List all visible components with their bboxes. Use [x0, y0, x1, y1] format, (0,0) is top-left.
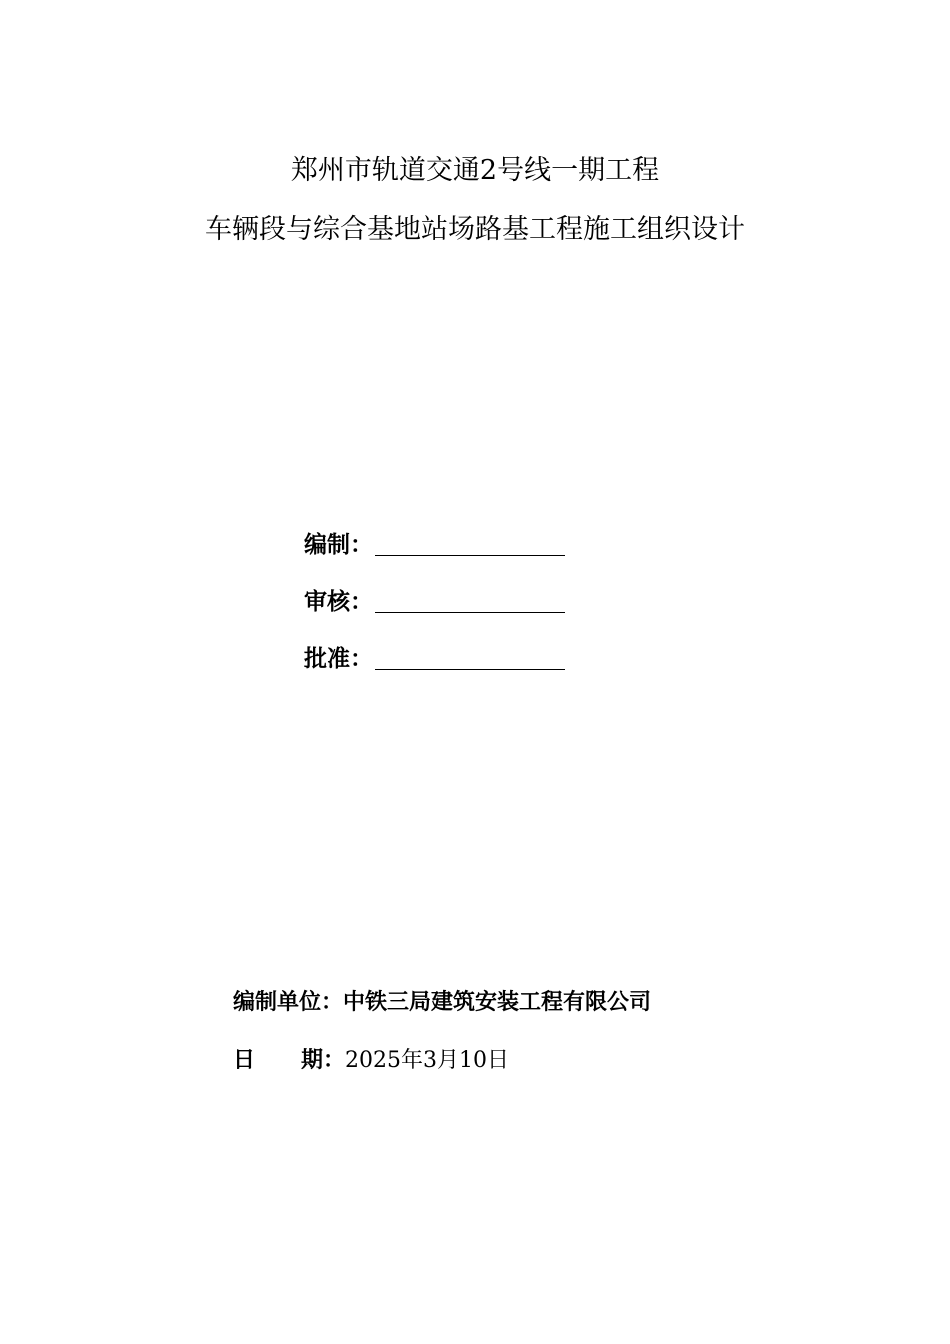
compiling-unit-label: 编制单位：: [233, 990, 344, 1015]
approve-signature-row: [304, 642, 565, 674]
review-label: 审核：: [304, 589, 373, 615]
compiling-unit-row: [233, 988, 651, 1018]
date-value: 2025年3月10日: [345, 1048, 510, 1073]
review-signature-row: [304, 585, 565, 617]
review-signature-line: [375, 611, 565, 613]
compile-signature-row: [304, 528, 565, 560]
compiling-unit-value: 中铁三局建筑安装工程有限公司: [343, 990, 652, 1015]
date-row: [233, 1046, 509, 1076]
date-label-day: 日: [233, 1048, 256, 1073]
document-title-line-2: 车辆段与综合基地站场路基工程施工组织设计: [205, 214, 745, 245]
document-title-line-1: 郑州市轨道交通2号线一期工程: [290, 155, 660, 186]
compile-signature-line: [375, 554, 565, 556]
date-label-period: 期：: [301, 1048, 346, 1073]
approve-label: 批准：: [304, 646, 373, 672]
compile-label: 编制：: [304, 532, 373, 558]
approve-signature-line: [375, 668, 565, 670]
